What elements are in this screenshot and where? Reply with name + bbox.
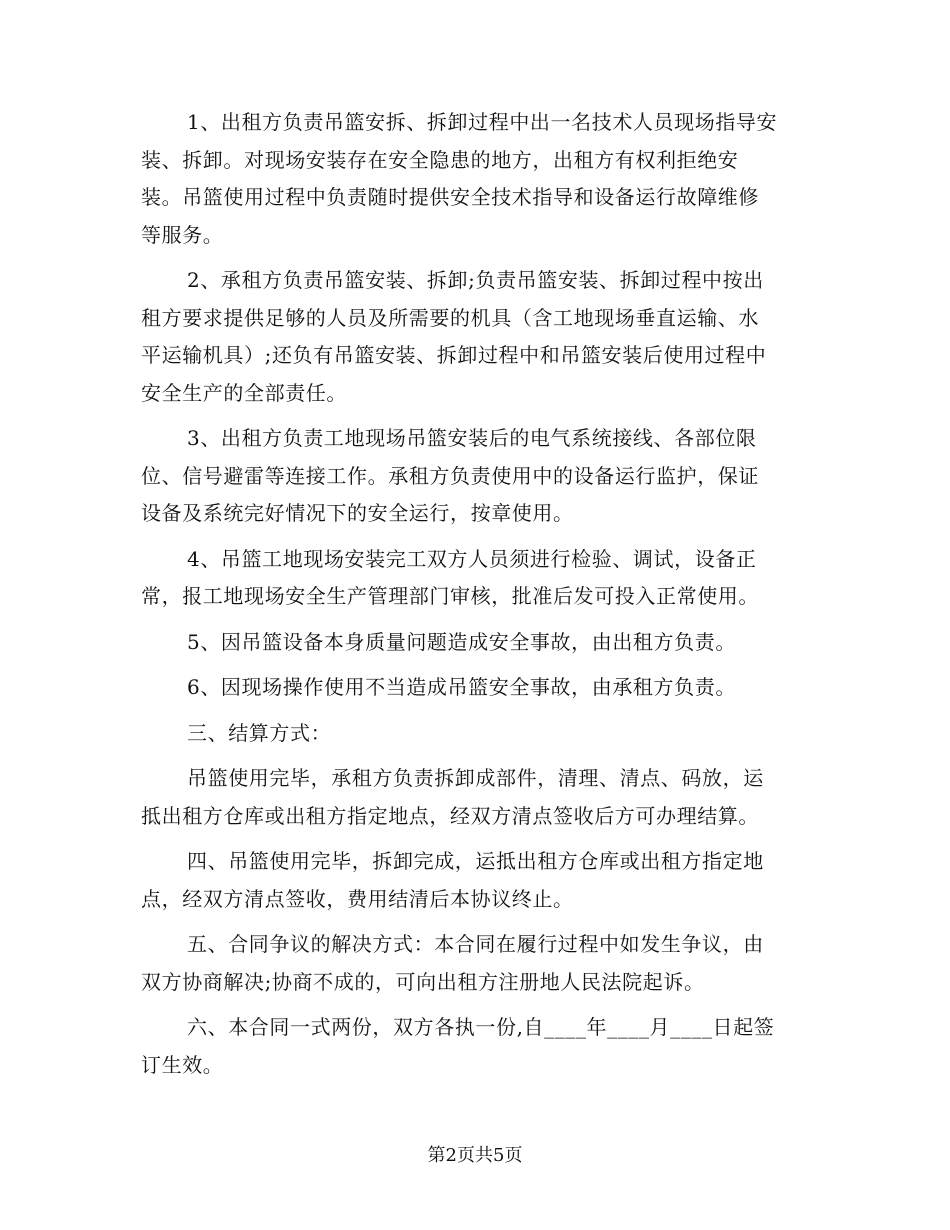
section-heading-settlement [141, 715, 809, 753]
text-line: 平运输机具）;还负有吊篮安装、拆卸过程中和吊篮安装后使用过程中 [141, 343, 767, 367]
text-line: 2、承租方负责吊篮安装、拆卸;负责吊篮安装、拆卸过程中按出 [187, 268, 764, 292]
text-line: 等服务。 [141, 222, 224, 247]
text-line: 3、出租方负责工地现场吊篮安装后的电气系统接线、各部位限 [187, 426, 757, 450]
text-line: 装、拆卸。对现场安装存在安全隐患的地方，出租方有权利拒绝安 [141, 147, 739, 172]
text-line: 4、吊篮工地现场安装完工双方人员须进行检验、调试，设备正 [187, 546, 757, 571]
text-line: 双方协商解决;协商不成的，可向出租方注册地人民法院起诉。 [141, 969, 705, 994]
text-line: 租方要求提供足够的人员及所需要的机具（含工地现场垂直运输、水 [141, 305, 759, 330]
text-line: 6、因现场操作使用不当造成吊篮安全事故，由承租方负责。 [187, 675, 736, 699]
clause-6-paragraph [141, 669, 809, 707]
text-line: 1、出租方负责吊篮安拆、拆卸过程中出一名技术人员现场指导安 [187, 110, 778, 134]
clause-1-paragraph [141, 104, 809, 254]
section-6-paragraph [141, 1009, 809, 1084]
clause-4-paragraph [141, 541, 809, 616]
text-line: 常，报工地现场安全生产管理部门审核，批准后发可投入正常使用。 [141, 584, 759, 608]
document-body [141, 104, 809, 1092]
section-heading: 三、结算方式： [187, 720, 332, 745]
text-line: 六、本合同一式两份，双方各执一份,自____年____月____日起签 [187, 1015, 775, 1039]
section-5-paragraph [141, 926, 809, 1001]
text-line: 位、信号避雷等连接工作。承租方负责使用中的设备运行监护，保证 [141, 463, 759, 488]
section-4-paragraph [141, 843, 809, 918]
settlement-paragraph [141, 760, 809, 835]
text-line: 安全生产的全部责任。 [141, 380, 347, 405]
text-line: 装。吊篮使用过程中负责随时提供安全技术指导和设备运行故障维修 [141, 185, 759, 209]
text-line: 5、因吊篮设备本身质量问题造成安全事故，由出租方负责。 [187, 629, 736, 654]
clause-2-paragraph [141, 262, 809, 412]
text-line: 订生效。 [141, 1052, 224, 1077]
text-line: 设备及系统完好情况下的安全运行，按章使用。 [141, 501, 574, 525]
text-line: 吊篮使用完毕，承租方负责拆卸成部件，清理、清点、码放，运 [187, 766, 764, 790]
clause-3-paragraph [141, 420, 809, 533]
clause-5-paragraph [141, 624, 809, 662]
text-line: 点，经双方清点签收，费用结清后本协议终止。 [141, 886, 574, 911]
text-line: 四、吊篮使用完毕，拆卸完成，运抵出租方仓库或出租方指定地 [187, 849, 764, 873]
text-line: 抵出租方仓库或出租方指定地点，经双方清点签收后方可办理结算。 [141, 803, 759, 828]
text-line: 五、合同争议的解决方式：本合同在履行过程中如发生争议，由 [187, 932, 764, 956]
page-number-footer: 第2页共5页 [427, 1145, 523, 1166]
